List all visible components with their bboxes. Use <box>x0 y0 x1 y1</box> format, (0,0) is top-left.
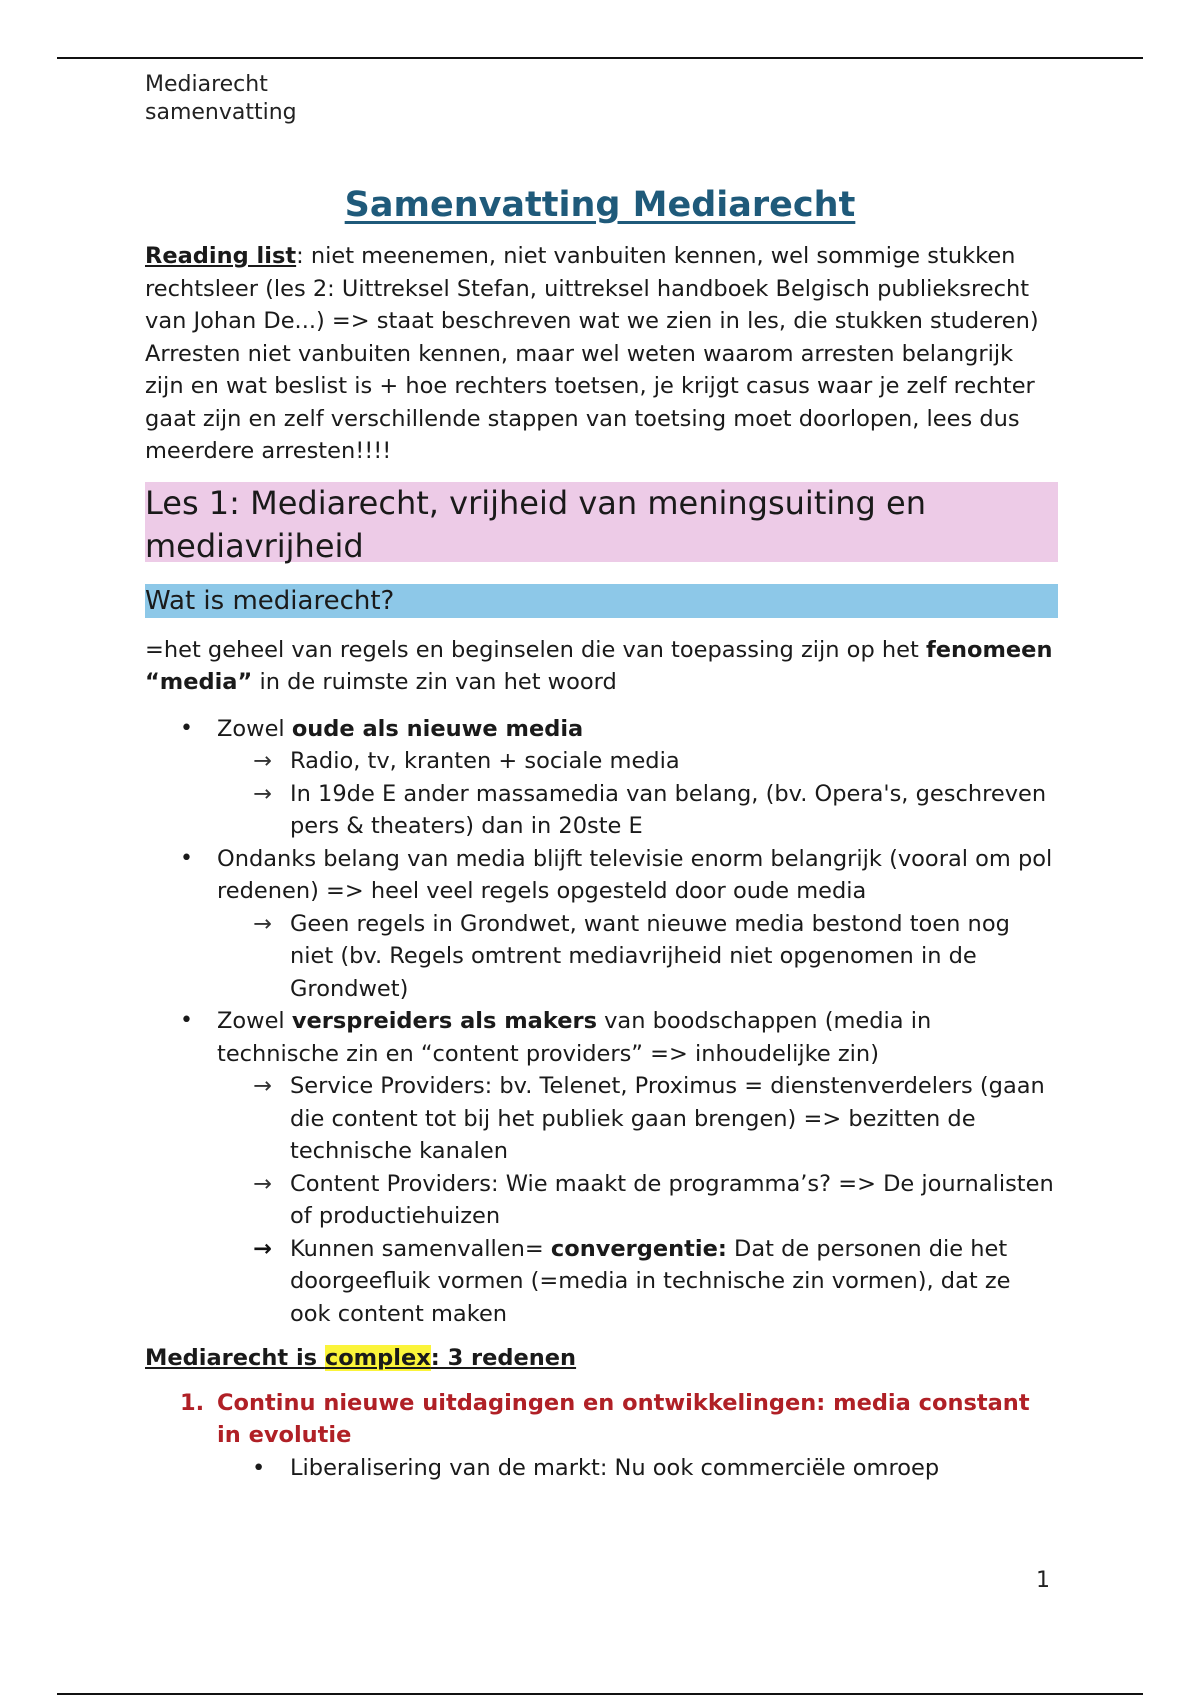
document-body <box>145 180 1055 1484</box>
arrow-item-text: Kunnen samenvallen= <box>290 1235 551 1262</box>
bullet-list <box>145 713 1055 1331</box>
page-number: 1 <box>1036 1568 1050 1593</box>
arrow-list <box>217 908 1055 1006</box>
list-item <box>145 1005 1055 1330</box>
arrow-item-text: Dat de personen die het doorgeefluik vormen (=media in technische zin vormen), dat ze ook content maken <box>290 1235 1011 1327</box>
arrow-right-icon: → <box>253 780 272 807</box>
reading-list-text: : niet meenemen, niet vanbuiten kennen, wel sommige stukken rechtsleer (les 2: Uittreksel Stefan, uittreksel handboek Belgisch publieksrecht van Johan De...) => staat beschreven wat we zien in les, die stukken studeren) Arresten niet vanbuiten kennen, maar wel weten waarom arresten belangrijk zijn en wat beslist is + hoe rechters toetsen, je krijgt casus waar je zelf rechter gaat zijn en zelf verschillende stappen van toetsing moet doorlopen, lees dus meerdere arresten!!!! <box>145 243 1039 464</box>
definition-part-2: in de ruimste zin van het woord <box>252 669 617 695</box>
bullet-3-bold: verspreiders als makers <box>291 1008 597 1034</box>
bullet-1-pre: Zowel <box>217 715 292 742</box>
arrow-right-icon: → <box>253 1235 272 1262</box>
list-item: • Liberalisering van de markt: Nu ook commerciële omroep <box>217 1452 1055 1485</box>
complex-heading-post: : 3 redenen <box>430 1345 577 1371</box>
definition-paragraph <box>145 634 1055 699</box>
arrow-list <box>217 1070 1055 1330</box>
arrow-right-icon: → <box>253 748 272 774</box>
bullet-3-pre: Zowel <box>217 1008 292 1034</box>
convergentie-term: convergentie: <box>550 1235 727 1262</box>
arrow-item <box>145 745 1055 778</box>
definition-bold: fenomeen “media” <box>145 636 1053 695</box>
running-header <box>145 71 297 127</box>
arrow-item <box>145 1168 1055 1233</box>
header-rule <box>57 57 1143 59</box>
header-line-1: Mediarecht <box>145 72 268 97</box>
arrow-item <box>145 1070 1055 1168</box>
complex-highlight: complex <box>324 1345 431 1371</box>
reasons-list <box>145 1387 1055 1485</box>
arrow-item-text: Content Providers: Wie maakt de programma’s? => De journalisten of productiehuizen <box>290 1170 1054 1229</box>
reading-list-label: Reading list <box>145 243 297 269</box>
arrow-item <box>145 908 1055 1006</box>
bullet-3-post: van boodschappen (media in technische zin en “content providers” => inhoudelijke zin) <box>217 1008 932 1067</box>
list-item <box>145 843 1055 1006</box>
arrow-right-icon: → <box>253 1170 272 1197</box>
arrow-item-text: Geen regels in Grondwet, want nieuwe media bestond toen nog niet (bv. Regels omtrent mediavrijheid niet opgenomen in de Grondwet) <box>290 910 1010 1002</box>
reason-sub-list <box>217 1452 1055 1485</box>
arrow-item <box>145 778 1055 843</box>
document-title: Samenvatting Mediarecht <box>344 185 856 225</box>
header-line-2: samenvatting <box>145 100 297 125</box>
arrow-list <box>217 745 1055 843</box>
arrow-right-icon: → <box>253 1073 272 1099</box>
arrow-item <box>145 1233 1055 1331</box>
arrow-item-text: Service Providers: bv. Telenet, Proximus = dienstenverdelers (gaan die content tot bij het publiek gaan brengen) => bezitten de technische kanalen <box>290 1073 1045 1164</box>
arrow-right-icon: → <box>253 910 272 937</box>
bullet-2-text: Ondanks belang van media blijft televisie enorm belangrijk (vooral om pol redenen) => heel veel regels opgesteld door oude media <box>217 845 1053 904</box>
definition-part-1: =het geheel van regels en beginselen die van toepassing zijn op het <box>145 636 926 663</box>
heading-les-1: Les 1: Mediarecht, vrijheid van meningsuiting en mediavrijheid <box>145 482 1058 562</box>
list-item <box>145 1387 1055 1485</box>
complex-heading <box>145 1342 1055 1375</box>
arrow-item-text: In 19de E ander massamedia van belang, (bv. Opera's, geschreven pers & theaters) dan in 20ste E <box>290 780 1047 839</box>
bullet-1-bold: oude als nieuwe media <box>291 715 584 742</box>
list-item <box>145 713 1055 843</box>
reason-text: Continu nieuwe uitdagingen en ontwikkelingen: media constant in evolutie <box>217 1389 1030 1448</box>
heading-wat-is-mediarecht: Wat is mediarecht? <box>145 584 1058 618</box>
complex-heading-pre: Mediarecht is <box>145 1345 325 1371</box>
reading-list-paragraph <box>145 240 1055 468</box>
reason-number: 1. <box>180 1389 205 1416</box>
footer-rule <box>57 1693 1143 1695</box>
arrow-item-text: Radio, tv, kranten + sociale media <box>290 748 680 774</box>
